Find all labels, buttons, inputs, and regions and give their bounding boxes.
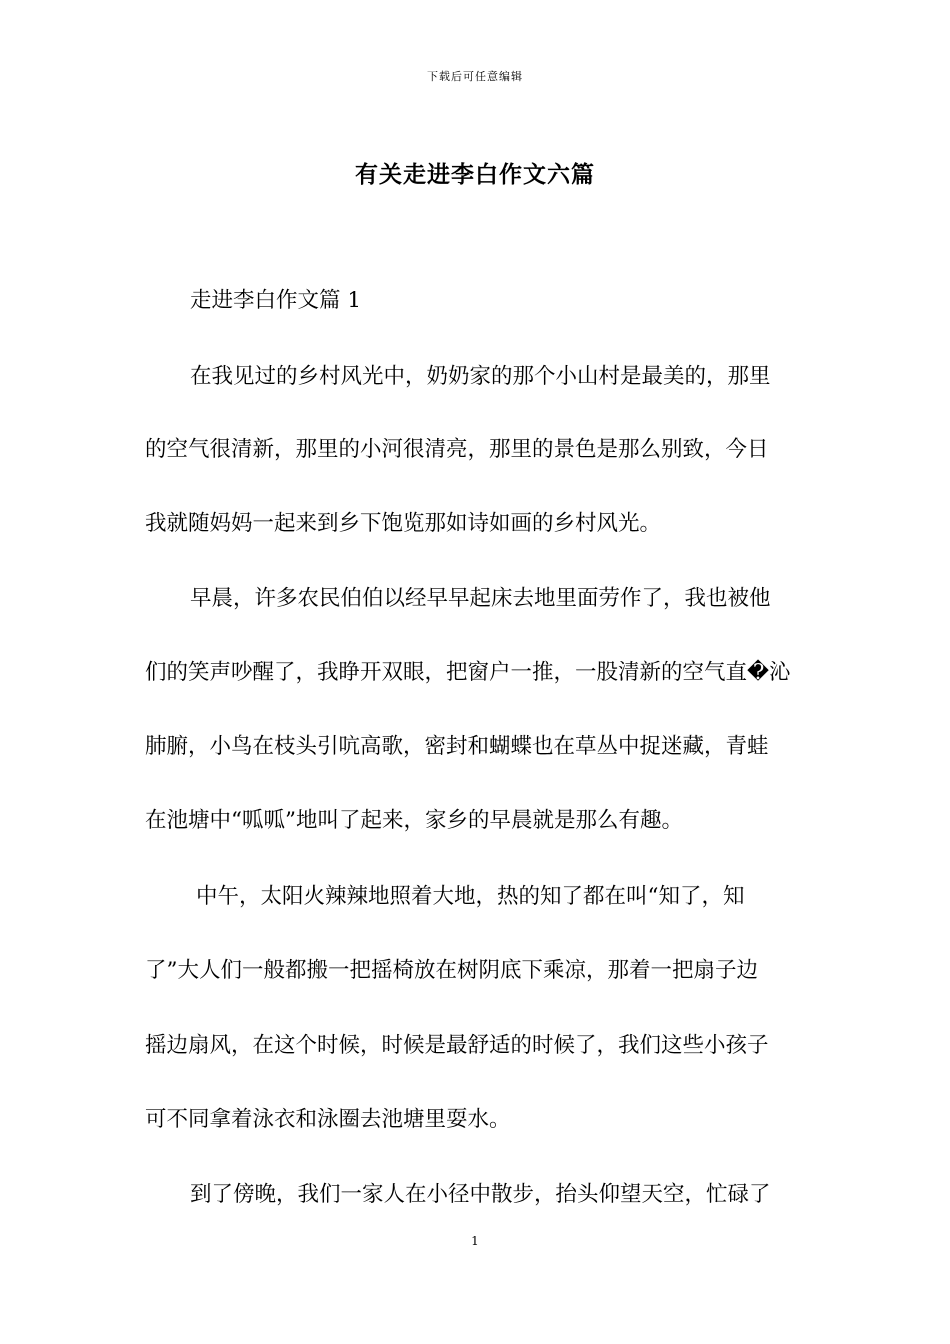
header-note: 下载后可任意编辑 [427, 70, 523, 83]
section-heading: 走进李白作文篇 1 [190, 288, 362, 313]
paragraph-line: 在我见过的乡村风光中，奶奶家的那个小山村是最美的，那里 [190, 364, 771, 389]
paragraph-line: 可不同拿着泳衣和泳圈去池塘里耍水。 [145, 1107, 511, 1132]
page-number: 1 [471, 1234, 479, 1248]
paragraph-line: 摇边扇风，在这个时候，时候是最舒适的时候了，我们这些小孩子 [145, 1033, 769, 1058]
paragraph-line: 到了傍晚，我们一家人在小径中散步，抬头仰望天空，忙碌了 [190, 1182, 771, 1207]
paragraph-line: 了”大人们一般都搬一把摇椅放在树阴底下乘凉，那着一把扇子边 [145, 958, 758, 983]
paragraph-line: 的空气很清新，那里的小河很清亮，那里的景色是那么别致，今日 [145, 437, 769, 462]
paragraph-line: 在池塘中“呱呱”地叫了起来，家乡的早晨就是那么有趣。 [145, 808, 683, 833]
paragraph-line: 早晨，许多农民伯伯以经早早起床去地里面劳作了，我也被他 [190, 586, 771, 611]
paragraph-line: 中午，太阳火辣辣地照着大地，热的知了都在叫“知了，知 [196, 884, 745, 909]
document-title: 有关走进李白作文六篇 [355, 161, 595, 188]
paragraph-line: 们的笑声吵醒了，我睁开双眼，把窗户一推，一股清新的空气直�沁 [145, 660, 791, 685]
paragraph-line: 肺腑，小鸟在枝头引吭高歌，密封和蝴蝶也在草丛中捉迷藏，青蛙 [145, 734, 769, 759]
paragraph-line: 我就随妈妈一起来到乡下饱览那如诗如画的乡村风光。 [145, 511, 662, 536]
